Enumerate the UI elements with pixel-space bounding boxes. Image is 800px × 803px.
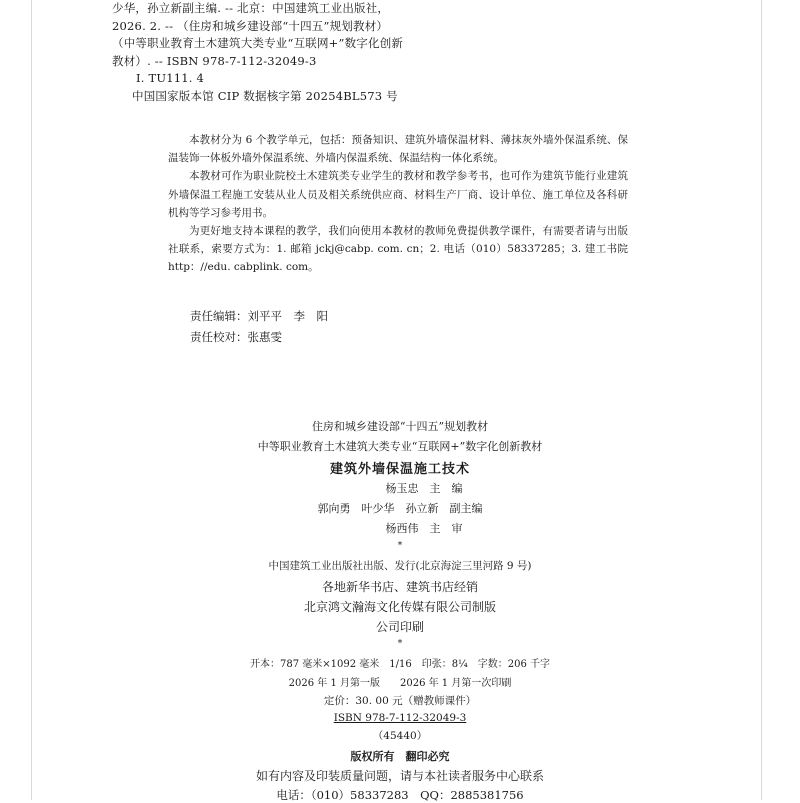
distribution-line: 各地新华书店、建筑书店经销 — [321, 580, 478, 594]
copyright-notice: 版权所有 翻印必究 — [350, 750, 450, 763]
contact-line: 电话：（010）58337283 QQ：2885381756 — [276, 788, 524, 802]
book-title: 建筑外墙保温施工技术 — [329, 462, 470, 477]
cip-classification: Ⅰ. TU111. 4 — [136, 71, 204, 85]
book-code: （45440） — [372, 730, 428, 742]
responsible-editor: 责任编辑：刘平平 李 阳 — [190, 309, 328, 323]
summary-paragraph: 本教材可作为职业院校土木建筑类专业学生的教材和教学参考书，也可作为建筑节能行业建筑外墙保温工程施工安装从业人员及相关系统供应商、材料生产厂商、设计单位、施工单位及各科研机构等学习参考用书。 — [168, 170, 628, 219]
format-line: 开本：787 毫米×1092 毫米 1/16 印张：8¼ 字数：206 千字 — [249, 659, 551, 670]
isbn-line: ISBN 978-7-112-32049-3 — [333, 712, 467, 724]
price-line: 定价：30. 00 元（赠教师课件） — [323, 695, 477, 707]
cip-data-number: 中国国家版本馆 CIP 数据核字第 20254BL573 号 — [132, 88, 398, 103]
typesetting-line: 北京鸿文瀚海文化传媒有限公司制版 — [303, 600, 496, 614]
service-notice: 如有内容及印装质量问题，请与本社读者服务中心联系 — [255, 769, 544, 783]
printing-line: 公司印刷 — [375, 620, 424, 634]
edition-line: 2026 年 1 月第一版 2026 年 1 月第一次印刷 — [288, 678, 512, 689]
chief-reviewer: 杨西伟 主 审 — [385, 522, 463, 535]
cip-line: （中等职业教育土木建筑大类专业“互联网+”数字化创新 — [112, 36, 404, 50]
vice-editors: 郭向勇 叶少华 孙立新 副主编 — [317, 502, 483, 515]
responsible-proofreader: 责任校对：张惠雯 — [190, 330, 282, 344]
publisher-line: 中国建筑工业出版社出版、发行(北京海淀三里河路 9 号) — [268, 560, 532, 572]
series-line: 住房和城乡建设部“十四五”规划教材 — [311, 420, 489, 433]
summary-paragraph: 为更好地支持本课程的教学，我们向使用本教材的教师免费提供教学课件，有需要者请与出版社联系，索要方式为：1. 邮箱 jckj@cabp. com. cn；2. 电话（010）58337285；3. 建工书院 http：//edu. cabplink. com。 — [168, 225, 628, 274]
chief-editor: 杨玉忠 主 编 — [385, 482, 463, 495]
cip-line: 少华，孙立新副主编. -- 北京：中国建筑工业出版社， — [112, 1, 390, 15]
series-line: 中等职业教育土木建筑大类专业“互联网+”数字化创新教材 — [257, 440, 543, 453]
content-summary — [168, 131, 628, 277]
separator-star: * — [397, 639, 403, 649]
cip-block — [112, 0, 532, 105]
summary-paragraph: 本教材分为 6 个教学单元，包括：预备知识、建筑外墙保温材料、薄抹灰外墙外保温系统、保温装饰一体板外墙外保温系统、外墙内保温系统、保温结构一体化系统。 — [168, 134, 628, 165]
editor-credits — [190, 306, 328, 348]
cip-line: 教材）. -- ISBN 978-7-112-32049-3 — [112, 53, 317, 68]
separator-star: * — [397, 541, 403, 551]
cip-line: 2026. 2. -- （住房和城乡建设部“十四五”规划教材） — [112, 18, 389, 33]
